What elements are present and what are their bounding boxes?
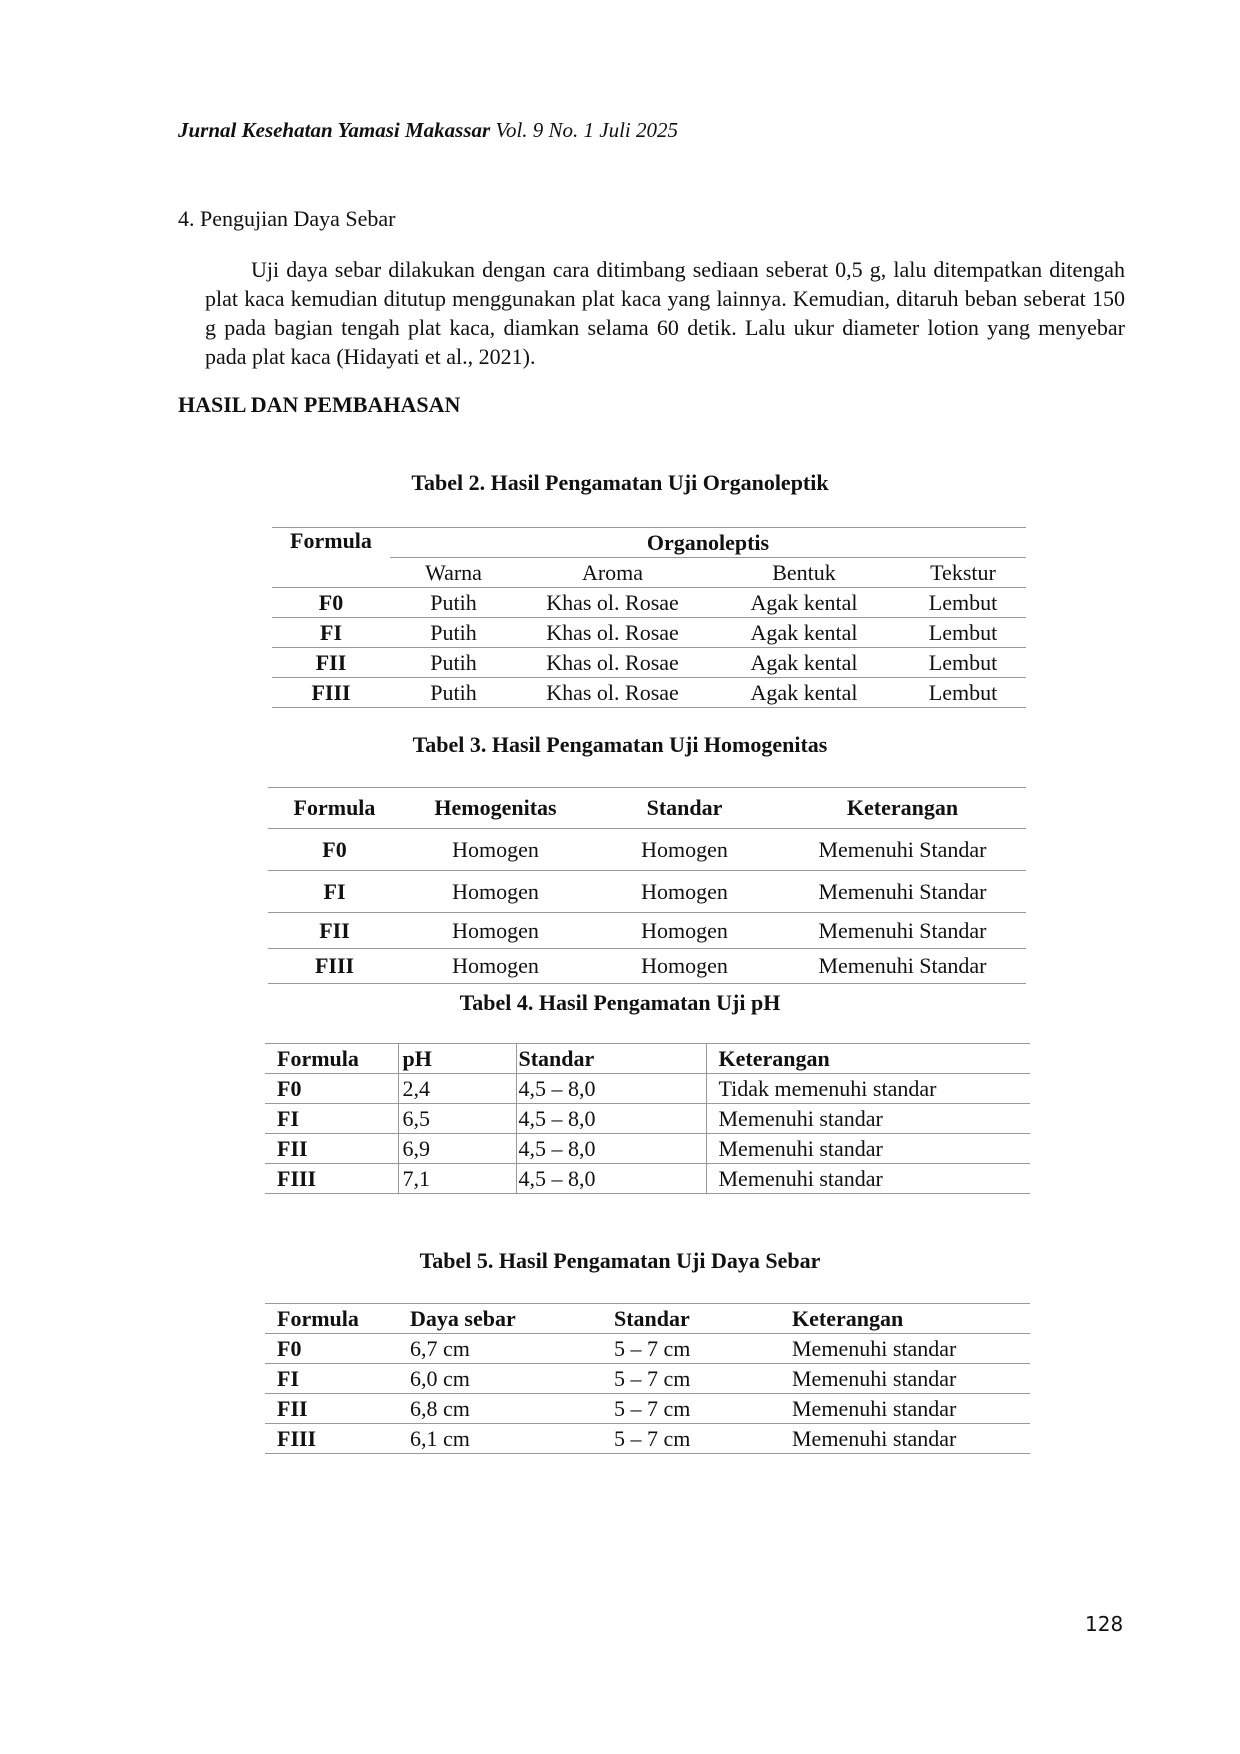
table3-cell-standar: Homogen <box>590 871 779 913</box>
table3-cell-keterangan: Memenuhi Standar <box>779 913 1026 949</box>
table4-cell-standar: 4,5 – 8,0 <box>516 1074 706 1104</box>
table4-cell-ph: 7,1 <box>398 1164 516 1194</box>
table2-header-bentuk: Bentuk <box>772 559 836 585</box>
page-number: 128 <box>1085 1612 1124 1636</box>
table-row <box>265 1334 1030 1364</box>
table3-cell-homogenitas: Homogen <box>401 949 590 984</box>
table5-cell-standar: 5 – 7 cm <box>602 1394 780 1424</box>
table5-cell-standar: 5 – 7 cm <box>602 1364 780 1394</box>
table5-cell-daya-sebar: 6,8 cm <box>398 1394 602 1424</box>
table5-cell-daya-sebar: 6,7 cm <box>398 1334 602 1364</box>
table-row <box>268 829 1026 871</box>
table5-header-keterangan: Keterangan <box>780 1304 1030 1334</box>
table4-cell-ph: 6,9 <box>398 1134 516 1164</box>
table-row <box>272 648 1026 678</box>
table5-cell-formula: FII <box>265 1394 398 1424</box>
table5-cell-daya-sebar: 6,0 cm <box>398 1364 602 1394</box>
table3-cell-keterangan: Memenuhi Standar <box>779 871 1026 913</box>
journal-name: Jurnal Kesehatan Yamasi Makassar <box>178 118 491 142</box>
table-row <box>265 1074 1030 1104</box>
table4-cell-formula: F0 <box>265 1074 398 1104</box>
table4-cell-ph: 6,5 <box>398 1104 516 1134</box>
table3-homogenitas <box>268 787 1026 984</box>
method-paragraph: Uji daya sebar dilakukan dengan cara ditimbang sediaan seberat 0,5 g, lalu ditempatkan ditengah plat kaca kemudian ditutup menggunakan plat kaca yang lainnya. Kemudian, ditaruh beban seberat 150 g pada bagian tengah plat kaca, diamkan selama 60 detik. Lalu ukur diameter lotion yang menyebar pada plat kaca (Hidayati et al., 2021). <box>205 257 1125 369</box>
table2-header-warna: Warna <box>425 559 482 585</box>
table5-cell-keterangan: Memenuhi standar <box>780 1334 1030 1364</box>
table3-header-standar: Standar <box>590 788 779 829</box>
table3-cell-standar: Homogen <box>590 829 779 871</box>
table2-organoleptik <box>272 527 1026 708</box>
table5-cell-keterangan: Memenuhi standar <box>780 1364 1030 1394</box>
table2-header-tekstur: Tekstur <box>930 559 996 585</box>
table3-cell-homogenitas: Homogen <box>401 913 590 949</box>
table3-cell-homogenitas: Homogen <box>401 871 590 913</box>
table5-header-formula: Formula <box>265 1304 398 1334</box>
table3-caption: Tabel 3. Hasil Pengamatan Uji Homogenitas <box>412 732 828 757</box>
table2-cell-aroma: Khas ol. Rosae <box>517 678 708 708</box>
table2-cell-warna: Putih <box>390 618 517 648</box>
table4-ph <box>265 1043 1030 1194</box>
table2-cell-bentuk: Agak kental <box>708 648 900 678</box>
table3-cell-keterangan: Memenuhi Standar <box>779 949 1026 984</box>
table3-cell-homogenitas: Homogen <box>401 829 590 871</box>
method-heading: 4. Pengujian Daya Sebar <box>178 206 396 231</box>
table2-cell-formula: FIII <box>272 678 390 708</box>
table2-cell-aroma: Khas ol. Rosae <box>517 588 708 618</box>
table3-cell-formula: FI <box>268 871 401 913</box>
table4-cell-keterangan: Tidak memenuhi standar <box>706 1074 1030 1104</box>
table-row <box>265 1364 1030 1394</box>
table5-caption: Tabel 5. Hasil Pengamatan Uji Daya Sebar <box>419 1248 821 1273</box>
table3-header-homogenitas: Hemogenitas <box>401 788 590 829</box>
table5-cell-standar: 5 – 7 cm <box>602 1424 780 1454</box>
table-row <box>268 913 1026 949</box>
table3-cell-standar: Homogen <box>590 949 779 984</box>
table4-cell-formula: FI <box>265 1104 398 1134</box>
table4-cell-keterangan: Memenuhi standar <box>706 1104 1030 1134</box>
table2-cell-bentuk: Agak kental <box>708 618 900 648</box>
table3-cell-standar: Homogen <box>590 913 779 949</box>
table4-cell-standar: 4,5 – 8,0 <box>516 1134 706 1164</box>
table5-daya-sebar <box>265 1303 1030 1454</box>
table4-cell-standar: 4,5 – 8,0 <box>516 1104 706 1134</box>
table5-cell-formula: FIII <box>265 1424 398 1454</box>
table2-cell-formula: FII <box>272 648 390 678</box>
table5-cell-standar: 5 – 7 cm <box>602 1334 780 1364</box>
table2-cell-warna: Putih <box>390 588 517 618</box>
table3-cell-keterangan: Memenuhi Standar <box>779 829 1026 871</box>
table3-header-formula: Formula <box>268 788 401 829</box>
table2-header-formula: Formula <box>272 528 390 588</box>
table-row <box>265 1394 1030 1424</box>
table2-header-organoleptis: Organoleptis <box>390 528 1026 558</box>
table5-cell-keterangan: Memenuhi standar <box>780 1394 1030 1424</box>
table2-cell-formula: F0 <box>272 588 390 618</box>
table-row <box>265 1134 1030 1164</box>
table3-cell-formula: FII <box>268 913 401 949</box>
table4-header-formula: Formula <box>265 1044 398 1074</box>
table5-cell-formula: F0 <box>265 1334 398 1364</box>
table4-cell-keterangan: Memenuhi standar <box>706 1164 1030 1194</box>
table4-header-ph: pH <box>398 1044 516 1074</box>
table3-cell-formula: F0 <box>268 829 401 871</box>
table-row <box>268 949 1026 984</box>
table2-cell-formula: FI <box>272 618 390 648</box>
table2-cell-tekstur: Lembut <box>900 648 1026 678</box>
table-row <box>268 871 1026 913</box>
table2-cell-bentuk: Agak kental <box>708 678 900 708</box>
journal-issue: Vol. 9 No. 1 Juli 2025 <box>495 118 679 142</box>
table4-caption: Tabel 4. Hasil Pengamatan Uji pH <box>459 990 781 1015</box>
table2-caption: Tabel 2. Hasil Pengamatan Uji Organoleptik <box>411 470 829 495</box>
table4-cell-formula: FIII <box>265 1164 398 1194</box>
table5-cell-daya-sebar: 6,1 cm <box>398 1424 602 1454</box>
table4-cell-standar: 4,5 – 8,0 <box>516 1164 706 1194</box>
table2-cell-bentuk: Agak kental <box>708 588 900 618</box>
table4-header-standar: Standar <box>516 1044 706 1074</box>
table-row <box>272 618 1026 648</box>
table2-cell-tekstur: Lembut <box>900 678 1026 708</box>
running-header <box>178 118 678 143</box>
section-title: HASIL DAN PEMBAHASAN <box>178 392 461 417</box>
table2-cell-warna: Putih <box>390 648 517 678</box>
table4-cell-keterangan: Memenuhi standar <box>706 1134 1030 1164</box>
table2-cell-aroma: Khas ol. Rosae <box>517 648 708 678</box>
table2-cell-tekstur: Lembut <box>900 588 1026 618</box>
table4-cell-ph: 2,4 <box>398 1074 516 1104</box>
table3-header-keterangan: Keterangan <box>779 788 1026 829</box>
table2-cell-aroma: Khas ol. Rosae <box>517 618 708 648</box>
table-row <box>265 1164 1030 1194</box>
table4-header-keterangan: Keterangan <box>706 1044 1030 1074</box>
table4-cell-formula: FII <box>265 1134 398 1164</box>
table5-header-standar: Standar <box>602 1304 780 1334</box>
table3-cell-formula: FIII <box>268 949 401 984</box>
table2-cell-warna: Putih <box>390 678 517 708</box>
table5-cell-keterangan: Memenuhi standar <box>780 1424 1030 1454</box>
table-row <box>272 588 1026 618</box>
table2-header-aroma: Aroma <box>581 559 644 585</box>
table2-cell-tekstur: Lembut <box>900 618 1026 648</box>
table-row <box>265 1424 1030 1454</box>
table-row <box>265 1104 1030 1134</box>
table5-header-daya-sebar: Daya sebar <box>398 1304 602 1334</box>
table-row <box>272 678 1026 708</box>
table5-cell-formula: FI <box>265 1364 398 1394</box>
